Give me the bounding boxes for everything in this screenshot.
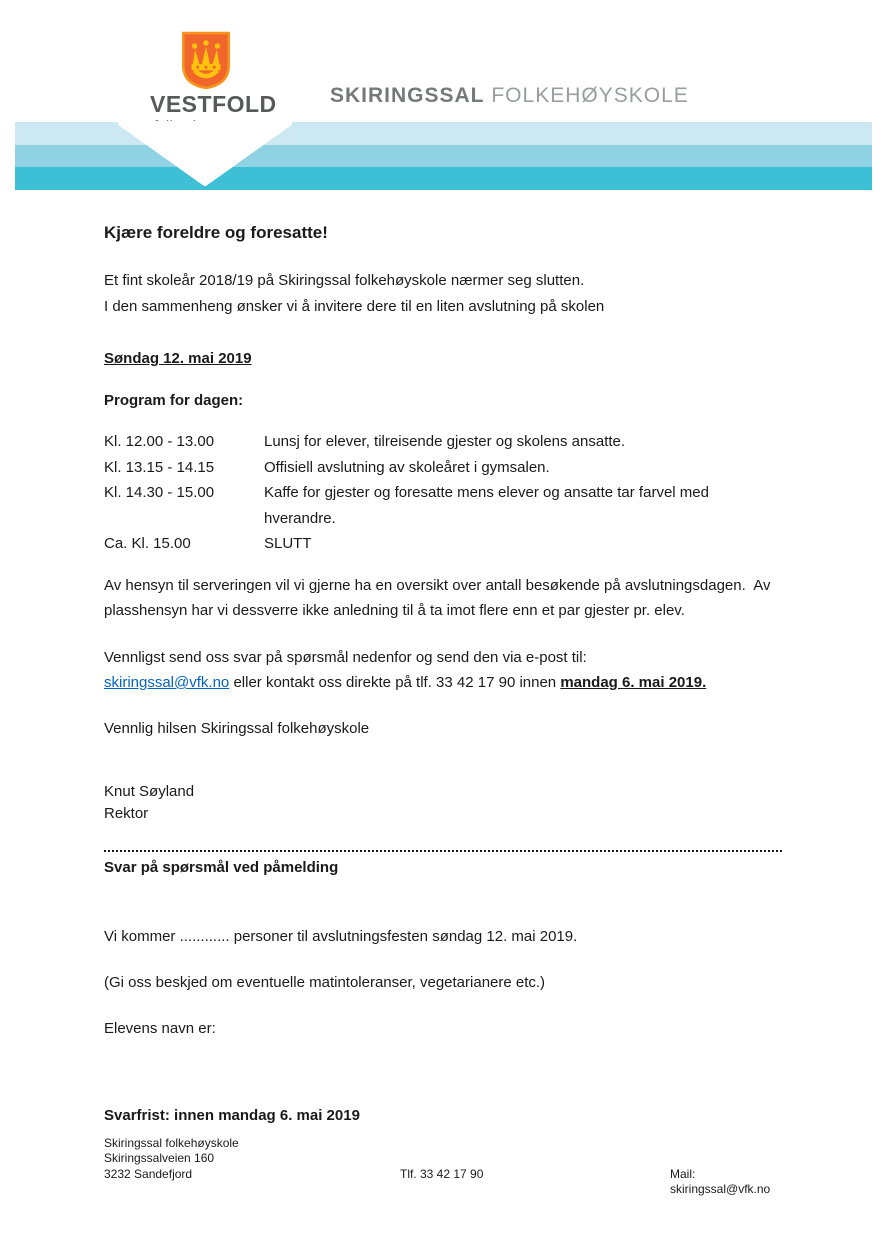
footer-address-line2: 3232 Sandefjord bbox=[104, 1166, 193, 1181]
program-row bbox=[104, 480, 782, 531]
vestfold-shield-icon bbox=[180, 30, 232, 90]
email-link[interactable]: skiringssal@vfk.no bbox=[104, 674, 230, 691]
footer-org-name: Skiringssal folkehøyskole bbox=[104, 1135, 239, 1150]
program-row bbox=[104, 455, 782, 481]
footer-row bbox=[104, 1167, 782, 1198]
vestfold-logo bbox=[150, 30, 277, 133]
salutation: Kjære foreldre og foresatte! bbox=[104, 223, 328, 242]
signature-name: Knut Søyland bbox=[104, 783, 195, 800]
reply-deadline: Svarfrist: innen mandag 6. mai 2019 bbox=[104, 1106, 360, 1124]
request-line: Vennligst send oss svar på spørsmål nedenfor og send den via e-post til: bbox=[104, 648, 587, 666]
program-row bbox=[104, 429, 782, 455]
letter-body bbox=[0, 190, 887, 1198]
program-desc: Lunsj for elever, tilreisende gjester og skolens ansatte. bbox=[264, 433, 626, 450]
program-desc: SLUTT bbox=[264, 535, 312, 552]
deadline-period: . bbox=[702, 674, 707, 691]
school-title bbox=[330, 84, 689, 108]
program-desc: Kaffe for gjester og foresatte mens elever og ansatte tar farvel med hverandre. bbox=[264, 484, 709, 527]
footer-address-line1: Skiringssalveien 160 bbox=[104, 1151, 215, 1165]
deadline-date: mandag 6. mai 2019 bbox=[560, 674, 703, 691]
program-time: Kl. 12.00 - 13.00 bbox=[104, 433, 215, 450]
allergy-note: (Gi oss beskjed om eventuelle matintoleranser, vegetarianere etc.) bbox=[104, 973, 546, 991]
program-heading: Program for dagen: bbox=[104, 391, 244, 409]
intro-line-1: Et fint skoleår 2018/19 på Skiringssal folkehøyskole nærmer seg slutten. bbox=[104, 272, 585, 289]
dotted-separator bbox=[104, 850, 782, 852]
program-desc: Offisiell avslutning av skoleåret i gymsalen. bbox=[264, 458, 550, 476]
signature-title: Rektor bbox=[104, 805, 149, 822]
signature-block bbox=[104, 781, 782, 825]
program-time: Kl. 13.15 - 14.15 bbox=[104, 458, 215, 476]
contact-middle: eller kontakt oss direkte på tlf. 33 42 17 90 innen bbox=[229, 674, 561, 691]
intro-paragraph bbox=[104, 268, 782, 319]
reply-count-line: Vi kommer ............ personer til avslutningsfesten søndag 12. mai 2019. bbox=[104, 928, 578, 945]
student-name-label: Elevens navn er: bbox=[104, 1020, 216, 1037]
signoff: Vennlig hilsen Skiringssal folkehøyskole bbox=[104, 719, 370, 737]
reply-heading: Svar på spørsmål ved påmelding bbox=[104, 859, 339, 876]
program-table bbox=[104, 429, 782, 557]
school-title-bold: SKIRINGSSAL bbox=[330, 84, 485, 107]
logo-chevron bbox=[118, 121, 292, 191]
intro-line-2: I den sammenheng ønsker vi å invitere dere til en liten avslutning på skolen bbox=[104, 297, 605, 315]
footer-email: Mail: skiringssal@vfk.no bbox=[670, 1166, 771, 1196]
request-paragraph bbox=[104, 645, 782, 696]
contact-line bbox=[104, 670, 782, 696]
logo-name: VESTFOLD bbox=[150, 91, 277, 117]
program-time: Kl. 14.30 - 15.00 bbox=[104, 484, 215, 501]
program-time: Ca. Kl. 15.00 bbox=[104, 535, 191, 552]
program-row bbox=[104, 531, 782, 557]
banner-stripes bbox=[0, 122, 887, 190]
header bbox=[0, 0, 887, 122]
footer bbox=[104, 1136, 782, 1198]
date-heading: Søndag 12. mai 2019 bbox=[104, 350, 252, 367]
info-paragraph: Av hensyn til serveringen vil vi gjerne ha en oversikt over antall besøkende på avslutningsdagen. Av plasshensyn har vi dessverre ikke anledning til å ta imot flere enn et par gjester pr. elev. bbox=[104, 576, 775, 619]
footer-phone: Tlf. 33 42 17 90 bbox=[400, 1166, 484, 1181]
school-title-light: FOLKEHØYSKOLE bbox=[491, 84, 689, 107]
